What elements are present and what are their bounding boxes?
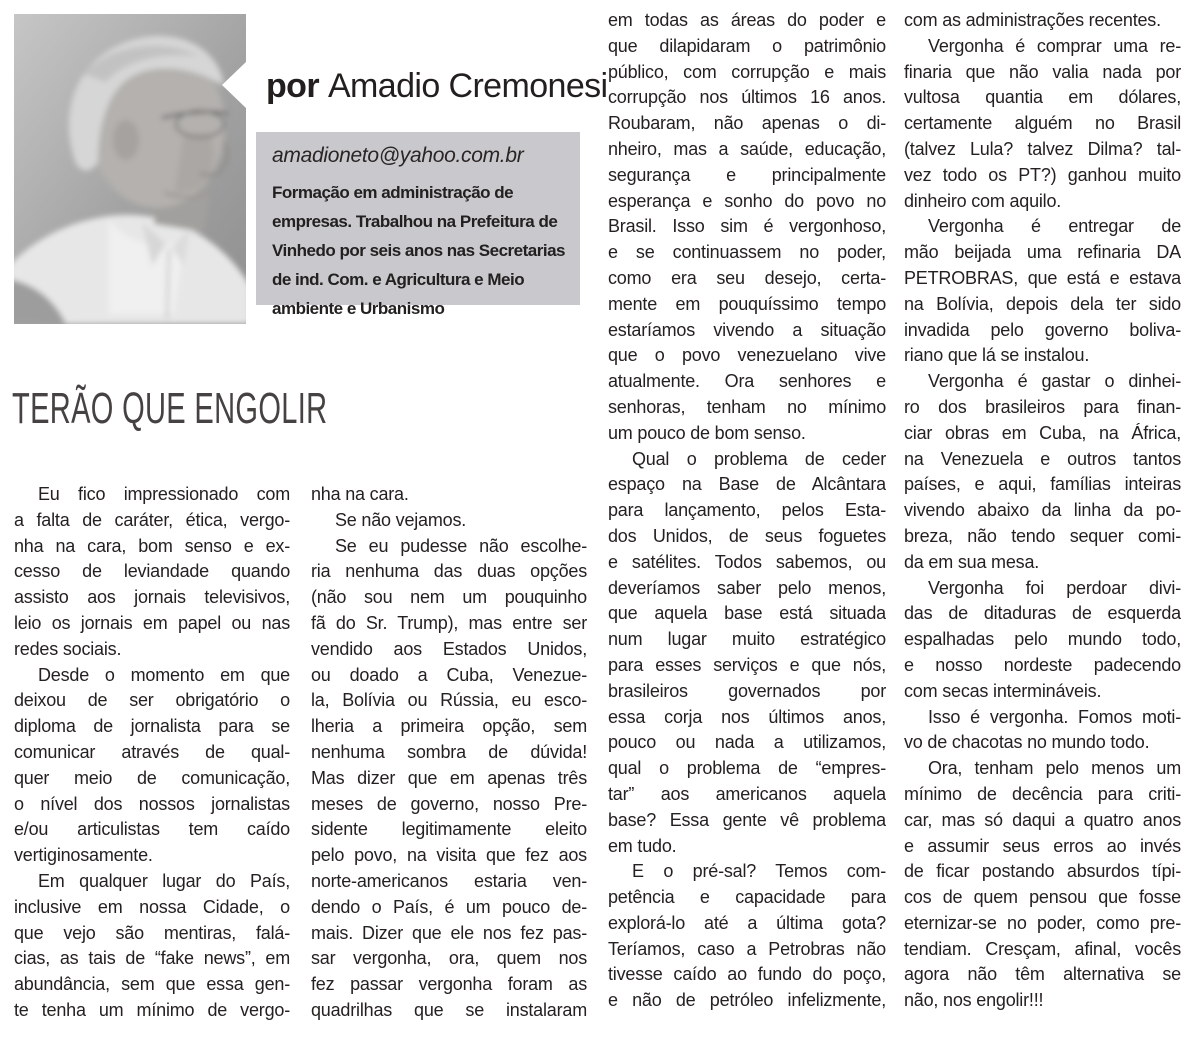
article-line: dinheiro com aquilo. (904, 190, 1062, 211)
article-line: na Bolívia, depois dela ter sido (904, 293, 1181, 314)
article-line: Eu fico impressionado com (38, 484, 290, 504)
article-line: mais. Dizer que ele nos fez pas- (311, 922, 587, 943)
article-line: da em sua mesa. (904, 551, 1040, 572)
article-line: lheria a primeira opção, sem (311, 716, 587, 737)
article-line: invadida pelo governo boliva- (904, 319, 1181, 340)
article-line: Ora, tenham pelo menos um (928, 758, 1181, 779)
article-line: car, mas só daqui a quatro anos (904, 809, 1181, 830)
article-line: ria nenhuma das duas opções (311, 561, 587, 582)
article-line: senhoras, tenham no mínimo (608, 396, 886, 417)
article-line: o nível dos nossos jornalistas (14, 793, 290, 814)
article-line: vendido aos Estados Unidos, (311, 638, 587, 659)
article-line: agora não têm alternativa se (904, 964, 1181, 985)
article-line: com secas intermináveis. (904, 680, 1102, 701)
article-line: tar” aos americanos aquela (608, 783, 886, 804)
article-line: num lugar muito estratégico (608, 629, 886, 650)
article-line: Vergonha é gastar o dinhei- (928, 371, 1181, 392)
article-line: a falta de caráter, ética, vergo- (14, 509, 290, 530)
article-line: petência e capacidade para (608, 887, 886, 908)
article-line: finaria que não valia nada por (904, 61, 1181, 82)
article-line: Desde o momento em que (38, 664, 290, 685)
article-line: la, Bolívia ou Rússia, eu esco- (311, 690, 587, 711)
author-bio-box (256, 132, 580, 318)
article-line: pouco ou nada a utilizamos, (608, 732, 886, 753)
article-line: com as administrações recentes. (904, 10, 1161, 30)
headline: TERÃO QUE ENGOLIR (12, 384, 328, 433)
article-line: Se eu pudesse não escolhe- (335, 535, 587, 556)
text-column-2 (311, 482, 587, 1024)
byline (266, 64, 608, 108)
article-line: deixou de ser obrigatório o (14, 690, 290, 711)
article-line: segurança e principalmente (608, 164, 886, 185)
article-line: quer meio de comunicação, (14, 767, 290, 788)
article-line: para esses serviços e que nós, (608, 654, 886, 675)
author-photo-image (14, 14, 246, 324)
article-line: dos Unidos, de seus foguetes (608, 525, 886, 546)
article-line: e se continuassem no poder, (608, 242, 886, 263)
article-line: um pouco de bom senso. (608, 422, 806, 443)
article-line: eternizar-se no poder, como pre- (904, 912, 1181, 933)
article-line: ro dos brasileiros para finan- (904, 396, 1181, 417)
article-line: países, e aqui, famílias inteiras (904, 474, 1181, 495)
article-line: e/ou articulistas tem caído (14, 819, 290, 840)
article-line: ou doado a Cuba, Venezue- (311, 664, 587, 685)
article-line: dendo o País, é um pouco de- (311, 896, 587, 917)
article-line: norte-americanos estaria ven- (311, 870, 587, 891)
article-line: deveríamos saber pelo menos, (608, 577, 886, 598)
article-line: abundância, sem que essa gen- (14, 974, 290, 995)
article-line: vez todo os PT?) ganhou muito (904, 164, 1181, 185)
article-line: te tenha um mínimo de vergo- (14, 999, 290, 1020)
article-line: nheiro, mas a saúde, educação, (608, 138, 886, 159)
article-line: vivendo abaixo da linha da po- (904, 500, 1181, 521)
text-column-4 (904, 8, 1181, 1014)
article-line: Teríamos, caso a Petrobras não (608, 938, 886, 959)
article-line: (talvez Lula? talvez Dilma? tal- (904, 138, 1181, 159)
author-bio-line: Formação em administração de (272, 183, 514, 202)
author-bio-line: empresas. Trabalhou na Prefeitura de (272, 212, 558, 231)
article-line: vertiginosamente. (14, 845, 153, 866)
article-line: espalhadas pelo mundo todo, (904, 629, 1181, 650)
article-line: tivesse caído ao fundo do poço, (608, 964, 886, 985)
article-line: Brasil. Isso sim é vergonhoso, (608, 216, 886, 237)
article-line: Vergonha foi perdoar divi- (928, 577, 1181, 598)
article-line: Qual o problema de ceder (632, 448, 886, 469)
article-line: qual o problema de “empres- (608, 758, 886, 779)
article-line: leio os jornais em papel ou nas (14, 612, 290, 633)
article-line: fã do Sr. Trump), mas entre ser (311, 612, 587, 633)
article-line: vultosa quantia em dólares, (904, 87, 1181, 108)
article-line: cos de quem pensou que fosse (904, 887, 1181, 908)
article-line: essa corja nos últimos anos, (608, 706, 886, 727)
article-line: redes sociais. (14, 638, 122, 659)
article-line: mínimo de decência para criti- (904, 783, 1181, 804)
article-line: base? Essa gente vê problema (608, 809, 886, 830)
text-column-1 (14, 482, 290, 1024)
article-line: tendiam. Cresçam, afinal, vocês (904, 938, 1181, 959)
article-line: E o pré-sal? Temos com- (632, 861, 886, 882)
article-line: corrupção nos últimos 16 anos. (608, 87, 886, 108)
article-line: Vergonha é entregar de (928, 216, 1181, 237)
author-bio (272, 178, 570, 323)
article-line: riano que lá se instalou. (904, 345, 1090, 366)
article-line: mão beijada uma refinaria DA (904, 242, 1181, 263)
article-line: Se não vejamos. (335, 509, 467, 530)
text-column-3 (608, 8, 886, 1014)
article-line: Em qualquer lugar do País, (38, 870, 290, 891)
article-line: brasileiros governados por (608, 680, 886, 701)
author-bio-line: de ind. Com. e Agricultura e Meio (272, 270, 525, 289)
article-line: que aquela base está situada (608, 603, 886, 624)
article-line: inclusive em nossa Cidade, o (14, 896, 290, 917)
author-photo (14, 14, 246, 324)
article-line: meses de governo, nosso Pre- (311, 793, 587, 814)
article-line: PETROBRAS, que está e estava (904, 267, 1181, 288)
article-line: nha na cara, bom senso e ex- (14, 535, 290, 556)
article-line: de ficar postando absurdos típi- (904, 861, 1181, 882)
article-line: certamente alguém no Brasil (904, 113, 1181, 134)
author-bio-line: ambiente e Urbanismo (272, 299, 445, 318)
article-line: diploma de jornalista para se (14, 716, 290, 737)
article-line: estaríamos vivendo a situação (608, 319, 886, 340)
article-line: cias, as tais de “fake news”, em (14, 948, 290, 969)
article-line: comunicar através de qual- (14, 741, 290, 762)
article-line: esperança e sonho do povo no (608, 190, 886, 211)
byline-prefix: por (266, 67, 319, 105)
article-line: em tudo. (608, 835, 677, 856)
article-line: e assumir seus erros ao invés (904, 835, 1181, 856)
article-line: como era seu desejo, certa- (608, 267, 886, 288)
article-line: fez passar vergonha foram as (311, 974, 587, 995)
article-line: Vergonha é comprar uma re- (928, 35, 1181, 56)
article-line: para lançamento, pelos Esta- (608, 500, 886, 521)
article-line: cesso de leviandade quando (14, 561, 290, 582)
article-line: e não de petróleo infelizmente, (608, 990, 886, 1011)
article-line: não, nos engolir!!! (904, 990, 1044, 1011)
byline-bubble-tail-icon (222, 61, 247, 109)
article-line: espaço na Base de Alcântara (608, 474, 886, 495)
article-line: que dilapidaram o patrimônio (608, 35, 886, 56)
article-line: vo de chacotas no mundo todo. (904, 732, 1150, 753)
article-line: nenhuma sombra de dúvida! (311, 741, 587, 762)
article-line: quadrilhas que se instalaram (311, 999, 587, 1020)
article-line: em todas as áreas do poder e (608, 10, 886, 30)
article-line: sidente legitimamente eleito (311, 819, 587, 840)
author-email: amadioneto@yahoo.com.br (272, 144, 524, 167)
author-bio-line: Vinhedo por seis anos nas Secretarias (272, 241, 565, 260)
article-line: assisto aos jornais televisivos, (14, 587, 290, 608)
article-line: que o povo venezuelano vive (608, 345, 886, 366)
article-line: Roubaram, não apenas o di- (608, 113, 886, 134)
article-line: (não sou nem um pouquinho (311, 587, 587, 608)
article-line: público, com corrupção e mais (608, 61, 886, 82)
article-line: breza, não tendo sequer comi- (904, 525, 1181, 546)
article-line: explorá-lo até a última gota? (608, 912, 886, 933)
article-line: mente em pouquíssimo tempo (608, 293, 886, 314)
article-line: Mas dizer que em apenas três (311, 767, 587, 788)
article-line: sar vergonha, ora, quem nos (311, 948, 587, 969)
article-line: nha na cara. (311, 484, 409, 504)
article-line: Isso é vergonha. Fomos moti- (928, 706, 1181, 727)
article-line: atualmente. Ora senhores e (608, 371, 886, 392)
article-line: das de ditaduras de esquerda (904, 603, 1181, 624)
article-line: na Venezuela e outros tantos (904, 448, 1181, 469)
article-line: e nosso nordeste padecendo (904, 654, 1181, 675)
article-line: pelo povo, na visita que fez aos (311, 845, 587, 866)
article-line: e satélites. Todos sabemos, ou (608, 551, 886, 572)
article-line: que vejo são mentiras, falá- (14, 922, 290, 943)
author-name: Amadio Cremonesi (327, 67, 608, 105)
article-line: ciar obras em Cuba, na África, (904, 422, 1181, 443)
